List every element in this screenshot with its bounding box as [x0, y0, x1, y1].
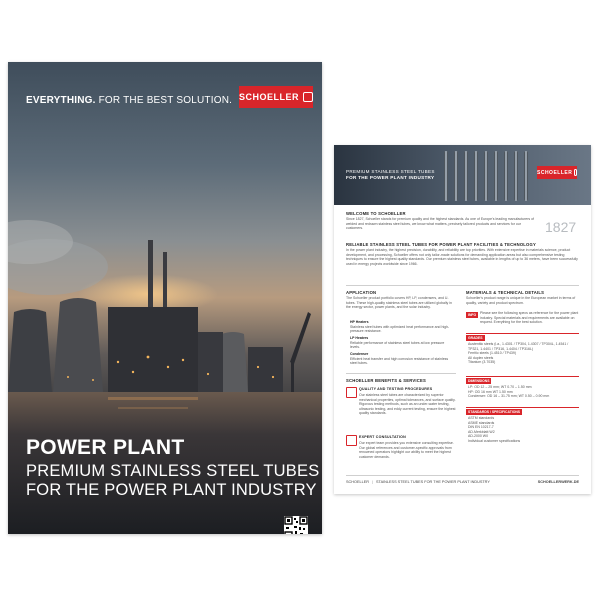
info-text: Please see the following specs as reference for the power plant industry. Special materials and requirements are available on request. Everything for the best solution.	[480, 311, 579, 325]
column-divider	[346, 373, 456, 374]
qr-code-icon	[284, 516, 308, 534]
info-tag: INFO	[468, 312, 477, 317]
benefits-heading: SCHOELLER BENEFITS & SERVICES	[346, 378, 426, 383]
grade-item: Ferritic steels (1.4510 / TP439)	[468, 351, 516, 356]
flyer-hero-image	[334, 145, 591, 205]
cover-tagline-bold: EVERYTHING.	[26, 95, 96, 106]
flyer-hero-line2: FOR THE POWER PLANT INDUSTRY	[346, 175, 435, 180]
consultation-icon	[346, 435, 357, 446]
founding-year: 1827	[545, 219, 577, 235]
expert-text: Our expert team provides you extensive consulting expertise. Our global references and customer-specific approvals from renowned operators highlight our ability to meet the highest customer demands.	[359, 441, 454, 459]
cover-title: POWER PLANT	[26, 436, 185, 459]
dimensions-list	[468, 385, 579, 399]
standard-item: Individual customer specifications	[468, 438, 521, 443]
dimension-item: HP: OD 16 mm WT 1.50 mm	[468, 389, 513, 394]
flyer-footer: SCHOELLER | STAINLESS STEEL TUBES FOR THE POWER PLANT INDUSTRY	[346, 480, 490, 484]
quality-text: Our stainless steel tubes are characterized by superior mechanical properties, optimal tolerances, and surface quality. Rigorous testing methods, such as an under-water testing, ultrasonic testing, and eddy current testing, ensure the highest quality standards.	[359, 393, 456, 416]
logo-mark-icon	[303, 92, 313, 102]
app-item-title: LP Heaters	[350, 336, 369, 340]
cover-tagline	[26, 95, 232, 106]
standard-item: AD-Merkblatt W2	[468, 429, 495, 434]
app-item-hp	[350, 320, 454, 334]
grade-item: Austenitic steels (i.a., 1.4301 / TP304, 1.4307 / TP304L, 1.4541 / TP321, 1.4401 / TP316, 1.4404 / TP316L)	[468, 342, 569, 351]
dimensions-divider	[466, 376, 579, 377]
standard-item: ASME standards	[468, 420, 495, 425]
dimension-item: LP: OD 12 – 25 mm; WT 0.70 – 1.50 mm	[468, 385, 532, 389]
app-item-title: HP Heaters	[350, 320, 369, 324]
standards-list	[468, 416, 579, 444]
schoeller-logo	[239, 86, 313, 108]
reliable-heading: RELIABLE STAINLESS STEEL TUBES FOR POWER PLANT FACILITIES & TECHNOLOGY	[346, 242, 536, 247]
quality-heading: QUALITY AND TESTING PROCEDURES	[359, 387, 433, 391]
info-flyer	[334, 145, 591, 494]
footer-description: STAINLESS STEEL TUBES FOR THE POWER PLANT INDUSTRY	[376, 480, 490, 484]
materials-heading: MATERIALS & TECHNICAL DETAILS	[466, 290, 545, 295]
grade-item: Titanium (3.7035)	[468, 360, 496, 365]
application-heading: APPLICATION	[346, 290, 377, 295]
quality-check-icon	[346, 387, 357, 398]
footer-website-link[interactable]: SCHOELLERWERK.DE	[537, 480, 579, 484]
flyer-logo-text: SCHOELLER	[537, 169, 573, 176]
brochure-cover	[8, 62, 322, 534]
welcome-heading: WELCOME TO SCHOELLER	[346, 211, 406, 216]
cover-subtitle-line2: FOR THE POWER PLANT INDUSTRY	[26, 481, 317, 499]
standard-item: ASTM standards	[468, 416, 495, 420]
cover-subtitle-line1: PREMIUM STAINLESS STEEL TUBES	[26, 462, 320, 480]
footer-brand: SCHOELLER	[346, 480, 370, 484]
standards-divider	[466, 407, 579, 408]
flyer-schoeller-logo	[537, 166, 577, 179]
app-item-text: Stainless steel tubes with optimized heat performance and high-pressure resistance.	[350, 324, 450, 334]
application-text: The Schoeller product portfolio covers HP, LP, condensers, and U-tubes. These high-quality stainless steel tubes are utilized globally in the energy sector, power plants, and the solar industry.	[346, 296, 452, 310]
materials-text: Schoeller's product range is unique in the European market in terms of quality, variety and product spectrum.	[466, 296, 576, 305]
grades-divider	[466, 333, 579, 334]
standards-tag: STANDARDS / SPECIFICATIONS	[468, 409, 521, 414]
standard-item: AD-2000 W0	[468, 434, 489, 439]
section-divider	[346, 285, 579, 286]
flyer-hero-line1: PREMIUM STAINLESS STEEL TUBES	[346, 169, 435, 174]
logo-text: SCHOELLER	[239, 92, 300, 102]
flyer-hero-text	[346, 169, 435, 181]
cover-subtitle	[26, 462, 319, 500]
flyer-logo-mark-icon	[574, 169, 577, 176]
grade-item: All duplex steels	[468, 355, 494, 360]
grades-list	[468, 342, 579, 365]
app-item-lp	[350, 336, 454, 350]
app-item-text: Efficient heat transfer and high corrosion resistance of stainless steel tubes.	[350, 356, 449, 366]
app-item-condenser	[350, 352, 454, 366]
dimensions-tag: DIMENSIONS	[468, 378, 490, 383]
footer-divider	[346, 475, 579, 476]
expert-heading: EXPERT CONSULTATION	[359, 435, 406, 439]
app-item-text: Reliable performance of stainless steel tubes at low pressure levels.	[350, 340, 445, 350]
dimension-item: Condenser: OD 16 – 31.75 mm; WT 0.50 – 0.90 mm	[468, 394, 550, 399]
welcome-text: Since 1827, Schoeller stands for premium quality and the highest standards. As one of Europe's leading manufacturers of welded and redrawn stainless steel tubes, we know what matters, precisely tailored products and services for our customers.	[346, 217, 535, 231]
grades-tag: GRADES	[468, 335, 483, 340]
standard-item: DIN EN 10217-7	[468, 425, 494, 430]
cover-tagline-rest: FOR THE BEST SOLUTION.	[95, 95, 233, 106]
reliable-text: In the power plant industry, the highest precision, durability, and reliability are top priorities. With extensive expertise in materials science, product development, and processing, Schoeller offers not only tailor-made solutions for demanding application areas but also comprehensive testing techniques to ensure the highest quality standards. Our premium stainless steel tubes, available in lengths of up to 36 meters, have been successfully used in energy projects worldwide since 1966.	[346, 248, 578, 266]
app-item-title: Condenser	[350, 352, 369, 356]
